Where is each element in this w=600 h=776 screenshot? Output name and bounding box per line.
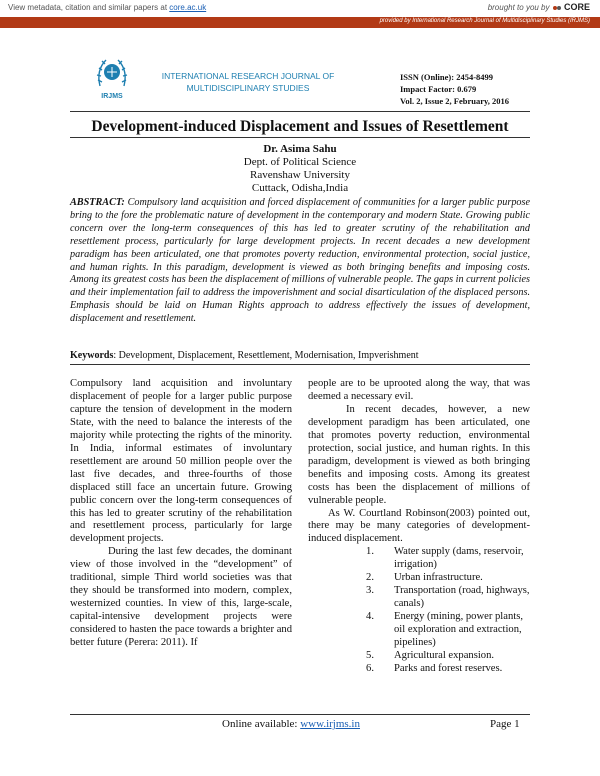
journal-name: INTERNATIONAL RESEARCH JOURNAL OF MULTIDISCIPLINARY STUDIES <box>161 71 335 93</box>
displacement-categories <box>308 546 530 676</box>
page-number: Page 1 <box>490 718 520 730</box>
volume-issue: Vol. 2, Issue 2, February, 2016 <box>400 96 510 106</box>
svg-text:IRJMS: IRJMS <box>101 93 123 100</box>
paper-title: Development-induced Displacement and Issues of Resettlement <box>91 118 509 135</box>
author-dept: Dept. of Political Science <box>243 156 357 168</box>
body-column-right <box>308 378 530 676</box>
list-item: 2. Urban infrastructure. <box>366 572 483 584</box>
author-name: Dr. Asima Sahu <box>263 143 337 155</box>
impact-factor: Impact Factor: 0.679 <box>400 84 477 94</box>
list-item: 1. Water supply (dams, reservoir, irrigation) <box>366 546 524 571</box>
core-banner <box>0 0 600 17</box>
paragraph: people are to be uprooted along the way, that was deemed a necessary evil. <box>308 378 530 402</box>
issn: ISSN (Online): 2454-8499 <box>400 72 494 82</box>
core-link[interactable]: core.ac.uk <box>169 3 207 12</box>
paragraph: As W. Courtland Robinson(2003) pointed out, there may be many categories of development-induced displacement. <box>308 507 530 545</box>
header-rule <box>70 111 530 112</box>
core-logo-icon <box>552 4 562 12</box>
abstract: ABSTRACT: Compulsory land acquisition and forced displacement of communities for a larger public purpose bring to the fore the problematic nature of development in the contemporary and modern State. Growing public concern over the long-term consequences of this has led to greater scrutiny of the rehabilitation and resettlement process, particularly for large development projects. In recent decades a new development paradigm has been articulated, one that promotes poverty reduction, environmental protection, social justice, and human rights. In this paradigm, development is viewed as both bringing benefits and imposing costs. Among its greatest costs has been the displacement of millions of vulnerable people. The gaps in current policies and their implementation fail to address the impoverishment and social disarticulation of the displaced persons. Emphasis should be laid on Human Rights approach to address effectively the issues of development, displacement and resettlement. <box>70 197 530 325</box>
keywords: Keywords: Development, Displacement, Resettlement, Modernisation, Impverishment <box>70 350 419 361</box>
core-provided-bar: provided by International Research Journal of Multidisciplinary Studies (IRJMS) <box>0 17 600 28</box>
paragraph: During the last few decades, the dominant view of those involved in the “development” of traditional, simple Third world societies was that they should be transformed into modern, complex, westernized counties. In view of this, large-scale, capital-intensive development projects were considered to hasten the pace towards a brighter and better future (Perera: 2011). If <box>70 546 292 649</box>
core-metadata-text: View metadata, citation and similar papers at core.ac.uk <box>8 3 207 12</box>
author-city: Cuttack, Odisha,India <box>251 182 349 194</box>
list-item: 6. Parks and forest reserves. <box>366 662 503 674</box>
footer-rule <box>70 714 530 715</box>
core-brand[interactable]: brought to you by CORE <box>487 2 590 12</box>
journal-logo <box>92 52 132 102</box>
title-rule <box>70 137 530 138</box>
list-item: 4. Energy (mining, power plants, oil exploration and extraction, pipelines) <box>366 611 523 649</box>
author-block <box>70 143 530 195</box>
journal-website-link[interactable]: www.irjms.in <box>300 718 360 730</box>
paragraph: Compulsory land acquisition and involuntary displacement of people for a larger public purpose capture the tension of development in the modern State, with the need to balance the interests of the majority while protecting the rights of the minority. In India, informal estimates of involuntary resettlement are around 50 million people over the last five decades, and three-fourths of those displaced still face an uncertain future. Growing public concern over the long-term consequences of this has led to greater scrutiny of the rehabilitation and resettlement process, particularly for large development projects. <box>70 378 292 545</box>
body-column-left <box>70 378 292 650</box>
journal-meta <box>400 71 509 107</box>
keywords-rule <box>70 364 530 365</box>
list-item: 3. Transportation (road, highways, canals) <box>366 585 530 610</box>
list-item: 5. Agricultural expansion. <box>366 650 495 662</box>
author-university: Ravenshaw University <box>250 169 350 181</box>
paragraph: In recent decades, however, a new development paradigm has been articulated, one that promotes poverty reduction, environmental protection, social justice, and human rights. In this paradigm, development is viewed as both bringing benefits and imposing costs. Among its greatest costs has been the displacement of millions of vulnerable people. <box>308 403 530 506</box>
